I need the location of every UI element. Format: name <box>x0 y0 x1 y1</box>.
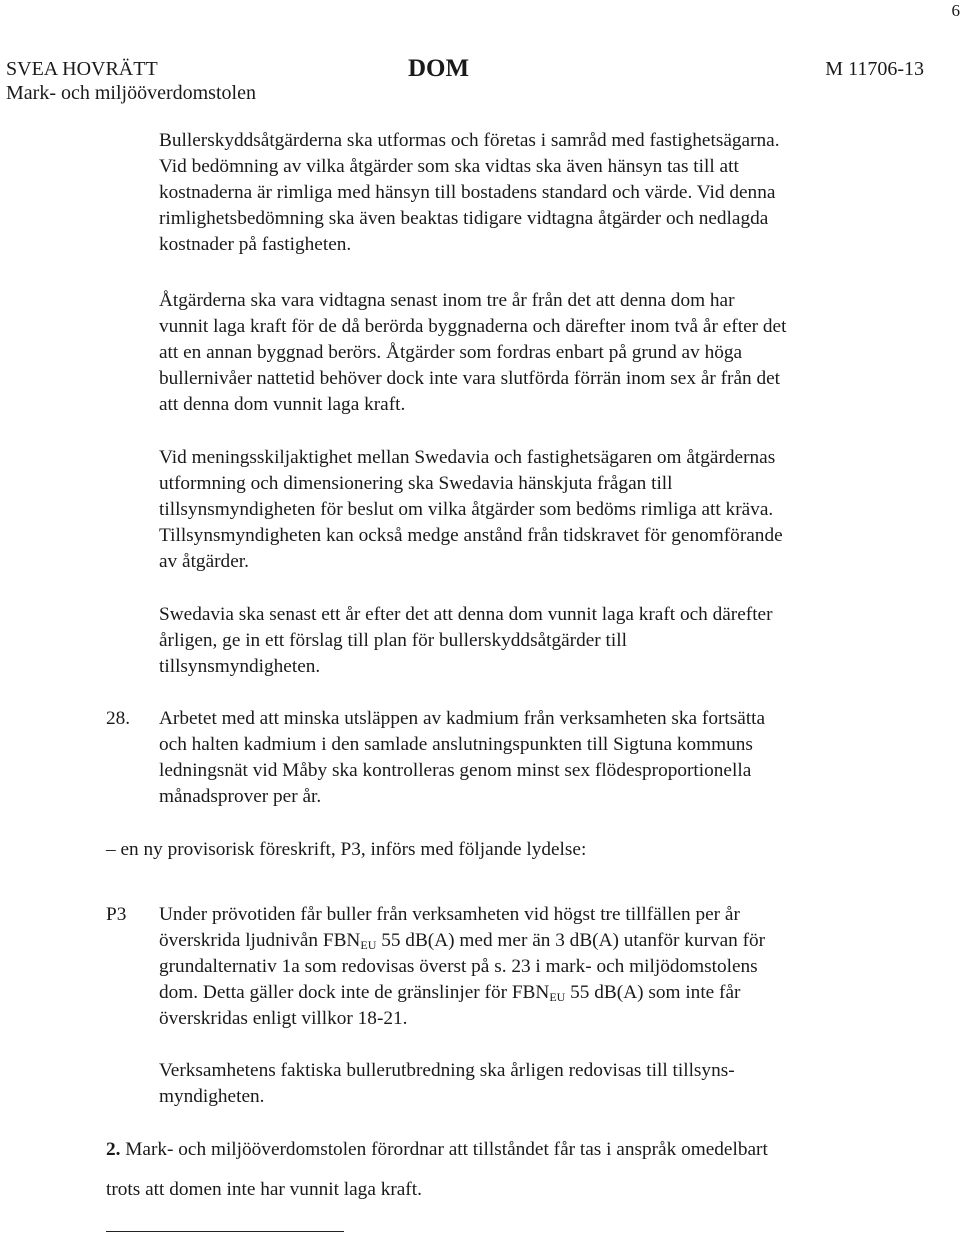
text-line: månadsprover per år. <box>159 786 322 807</box>
text-line: Verksamhetens faktiska bullerutbredning ska årligen redovisas till tillsyns- <box>159 1060 735 1081</box>
provision-label: P3 <box>106 904 127 925</box>
text-line: Bullerskyddsåtgärderna ska utformas och företas i samråd med fastighetsägarna. <box>159 130 780 151</box>
paragraph-deadlines <box>159 288 919 418</box>
paragraph-noise-measures <box>159 128 919 258</box>
subscript: EU <box>360 938 377 952</box>
text-line: Vid bedömning av vilka åtgärder som ska vidtas ska även hänsyn tas till att <box>159 156 739 177</box>
text-line: Swedavia ska senast ett år efter det att denna dom vunnit laga kraft och därefter <box>159 604 773 625</box>
text-line: av åtgärder. <box>159 551 249 572</box>
text-line: överskridas enligt villkor 18-21. <box>159 1008 408 1029</box>
provision-p3-text <box>159 902 919 1032</box>
case-number: M 11706-13 <box>825 58 924 80</box>
text-fragment: 55 dB(A) som inte får <box>565 982 741 1003</box>
text-line: grundalternativ 1a som redovisas överst på s. 23 i mark- och miljödomstolens <box>159 956 758 977</box>
document-type: DOM <box>408 55 470 82</box>
text-line: ledningsnät vid Måby ska kontrolleras genom minst sex flödesproportionella <box>159 760 752 781</box>
item-2-line-1 <box>106 1137 768 1163</box>
text-line: Tillsynsmyndigheten kan också medge anstånd från tidskravet för genomförande <box>159 525 783 546</box>
closing-divider <box>106 1231 344 1232</box>
division-name: Mark- och miljööverdomstolen <box>6 82 256 104</box>
text-line: myndigheten. <box>159 1086 265 1107</box>
provision-p3-reporting <box>159 1058 919 1110</box>
text-line: vunnit laga kraft för de då berörda byggnaderna och därefter inom två år efter det <box>159 316 787 337</box>
text-fragment: överskrida ljudnivån FBN <box>159 930 361 951</box>
text-line: Under prövotiden får buller från verksamheten vid högst tre tillfällen per år <box>159 904 740 925</box>
page-number: 6 <box>951 1 960 20</box>
text-line: rimlighetsbedömning ska även beaktas tidigare vidtagna åtgärder och nedlagda <box>159 208 769 229</box>
text-line: och halten kadmium i den samlade anslutningspunkten till Sigtuna kommuns <box>159 734 753 755</box>
item-number: 2. <box>106 1139 121 1160</box>
text-line: kostnaderna är rimliga med hänsyn till bostadens standard och värde. Vid denna <box>159 182 776 203</box>
text-line: Vid meningsskiljaktighet mellan Swedavia och fastighetsägaren om åtgärdernas <box>159 447 776 468</box>
text-line: att en annan byggnad berörs. Åtgärder som fordras enbart på grund av höga <box>159 342 743 363</box>
item-2-line-2: trots att domen inte har vunnit laga kraft. <box>106 1179 422 1200</box>
condition-28-text <box>159 706 919 810</box>
subscript: EU <box>549 990 566 1004</box>
text-fragment: Mark- och miljööverdomstolen förordnar att tillståndet får tas i anspråk omedelbart <box>120 1139 768 1160</box>
text-fragment: 55 dB(A) med mer än 3 dB(A) utanför kurvan för <box>376 930 766 951</box>
text-line: Åtgärderna ska vara vidtagna senast inom tre år från det att denna dom har <box>159 290 735 311</box>
text-line: tillsynsmyndigheten. <box>159 656 321 677</box>
text-line: årligen, ge in ett förslag till plan för bullerskyddsåtgärder till <box>159 630 627 651</box>
text-line: kostnader på fastigheten. <box>159 234 352 255</box>
text-line: Arbetet med att minska utsläppen av kadmium från verksamheten ska fortsätta <box>159 708 766 729</box>
new-provision-intro: – en ny provisorisk föreskrift, P3, införs med följande lydelse: <box>106 839 587 860</box>
text-fragment: dom. Detta gäller dock inte de gränslinjer för FBN <box>159 982 550 1003</box>
text-line: utformning och dimensionering ska Swedavia hänskjuta frågan till <box>159 473 673 494</box>
text-line: tillsynsmyndigheten för beslut om vilka åtgärder som bedöms rimliga att kräva. <box>159 499 774 520</box>
text-line: bullernivåer nattetid behöver dock inte vara slutförda förrän inom sex år från det <box>159 368 781 389</box>
text-line <box>159 980 919 1006</box>
text-line <box>159 928 919 954</box>
paragraph-annual-plan <box>159 602 919 680</box>
condition-number: 28. <box>106 708 131 729</box>
paragraph-disagreement <box>159 445 919 575</box>
text-line: att denna dom vunnit laga kraft. <box>159 394 406 415</box>
court-name: SVEA HOVRÄTT <box>6 58 158 80</box>
